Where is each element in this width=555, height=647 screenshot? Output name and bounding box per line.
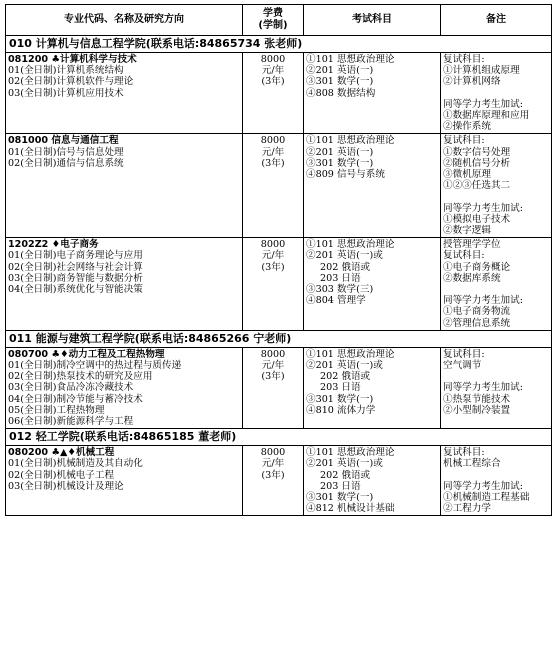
note-line: ②随机信号分析 <box>443 157 511 169</box>
section-header-row <box>6 330 552 347</box>
note-line: ①机械制造工程基础 <box>443 492 530 504</box>
header-row <box>6 5 552 36</box>
header-fee <box>243 5 304 36</box>
fee-line: 元/年 <box>261 458 285 470</box>
note-line: ①热泵节能技术 <box>443 393 511 405</box>
exam-subject: ①101 思想政治理论 <box>306 135 395 147</box>
exam-subject: ②201 英语(一)或 <box>306 360 383 372</box>
exam-subject: ④804 管理学 <box>306 295 366 307</box>
note-line: 复试科目: <box>443 447 485 459</box>
fee-line: 8000 <box>260 54 286 65</box>
research-direction: 01(全日制)电子商务理论与应用 <box>8 250 143 262</box>
note-line: ①计算机组成原理 <box>443 65 520 77</box>
note-line: ①数字信号处理 <box>443 146 511 158</box>
section-title: 012 轻工学院(联系电话:84865185 董老师) <box>6 429 552 446</box>
major-cell <box>6 238 243 331</box>
fee-line: (3年) <box>261 469 285 481</box>
note-line: 复试科目: <box>443 54 485 65</box>
major-row <box>6 347 552 428</box>
exam-subject: ②201 英语(一)或 <box>306 250 383 262</box>
note-line <box>443 88 549 99</box>
research-direction: 02(全日制)社会网络与社会计算 <box>8 261 143 273</box>
note-line: ①②③任选其二 <box>443 180 511 192</box>
major-cell <box>6 134 243 238</box>
note-line: ②计算机网络 <box>443 76 501 88</box>
fee-cell <box>243 238 304 331</box>
notes-cell <box>441 53 552 134</box>
fee-line: 元/年 <box>261 250 285 262</box>
note-line: 授管理学学位 <box>443 239 501 251</box>
research-direction: 02(全日制)热泵技术的研究及应用 <box>8 371 153 383</box>
section-header-row <box>6 429 552 446</box>
exam-subject: 202 俄语或 <box>320 261 371 273</box>
notes-cell <box>441 347 552 428</box>
header-exam: 考试科目 <box>304 5 441 36</box>
major-code-name: 081000 信息与通信工程 <box>8 135 119 147</box>
exam-subject: ①101 思想政治理论 <box>306 54 395 65</box>
research-direction: 02(全日制)通信与信息系统 <box>8 157 124 169</box>
note-line: ①电子商务概论 <box>443 261 511 273</box>
fee-cell <box>243 446 304 516</box>
fee-line: 8000 <box>260 447 286 459</box>
research-direction: 03(全日制)食品冷冻冷藏技术 <box>8 382 134 394</box>
note-line: ②工程力学 <box>443 503 491 515</box>
note-line: 同等学力考生加试: <box>443 382 523 394</box>
note-line: 空气调节 <box>443 360 482 372</box>
research-direction: 01(全日制)信号与信息处理 <box>8 146 124 158</box>
note-line <box>443 371 549 382</box>
fee-line: 元/年 <box>261 360 285 372</box>
research-direction: 03(全日制)计算机应用技术 <box>8 87 124 99</box>
note-line: 同等学力考生加试: <box>443 202 523 214</box>
major-code-name: 080700 ♣♦动力工程及工程热物理 <box>8 348 165 360</box>
note-line: ③微机原理 <box>443 169 491 181</box>
header-major: 专业代码、名称及研究方向 <box>6 5 243 36</box>
note-line: ①电子商务物流 <box>443 306 511 318</box>
research-direction: 01(全日制)制冷空调中的热过程与质传递 <box>8 360 182 372</box>
section-title: 011 能源与建筑工程学院(联系电话:84865266 宁老师) <box>6 330 552 347</box>
section-header-row <box>6 36 552 53</box>
major-row <box>6 238 552 331</box>
note-line: ②小型制冷装置 <box>443 404 511 416</box>
notes-cell <box>441 446 552 516</box>
major-cell <box>6 347 243 428</box>
research-direction: 02(全日制)机械电子工程 <box>8 469 115 481</box>
note-line: ②操作系统 <box>443 121 491 133</box>
fee-cell <box>243 53 304 134</box>
fee-line: (3年) <box>261 76 285 88</box>
fee-cell <box>243 347 304 428</box>
note-line: ②管理信息系统 <box>443 317 511 329</box>
exam-subject: 203 日语 <box>320 480 361 492</box>
exam-subject: ①101 思想政治理论 <box>306 348 395 360</box>
exam-subject: ①101 思想政治理论 <box>306 239 395 251</box>
exam-subject: ②201 英语(一)或 <box>306 458 383 470</box>
fee-line: (3年) <box>261 261 285 273</box>
note-line: ②数据库系统 <box>443 272 501 284</box>
exam-subject: ③301 数学(一) <box>306 393 374 405</box>
fee-line: 8000 <box>260 239 286 251</box>
major-code-name: 1202Z2 ♦电子商务 <box>8 239 99 251</box>
exam-subject: 203 日语 <box>320 272 361 284</box>
exam-cell <box>304 446 441 516</box>
exam-subject: ①101 思想政治理论 <box>306 447 395 459</box>
major-code-name: 081200 ♣计算机科学与技术 <box>8 54 137 65</box>
note-line: 同等学力考生加试: <box>443 295 523 307</box>
note-line: 复试科目: <box>443 348 485 360</box>
admissions-table-container <box>5 4 551 516</box>
fee-line: 元/年 <box>261 146 285 158</box>
fee-line: 8000 <box>260 135 286 147</box>
exam-subject: ④808 数据结构 <box>306 87 376 99</box>
section-title: 010 计算机与信息工程学院(联系电话:84865734 张老师) <box>6 36 552 53</box>
exam-subject: ③301 数学(一) <box>306 492 374 504</box>
exam-cell <box>304 53 441 134</box>
exam-subject: ③301 数学(一) <box>306 76 374 88</box>
exam-cell <box>304 347 441 428</box>
major-cell <box>6 53 243 134</box>
research-direction: 01(全日制)计算机系统结构 <box>8 65 124 77</box>
note-line: 复试科目: <box>443 135 485 147</box>
major-code-name: 080200 ♣▲♦机械工程 <box>8 447 115 459</box>
research-direction: 01(全日制)机械制造及其自动化 <box>8 458 143 470</box>
fee-line: 元/年 <box>261 65 285 77</box>
research-direction: 03(全日制)商务智能与数据分析 <box>8 272 143 284</box>
exam-subject: ②201 英语(一) <box>306 65 374 77</box>
note-line <box>443 191 549 202</box>
notes-cell <box>441 134 552 238</box>
research-direction: 03(全日制)机械设计及理论 <box>8 480 124 492</box>
major-row <box>6 446 552 516</box>
research-direction: 02(全日制)计算机软件与理论 <box>8 76 134 88</box>
fee-line: 8000 <box>260 348 286 360</box>
note-line <box>443 470 549 481</box>
exam-subject: 202 俄语或 <box>320 469 371 481</box>
exam-subject: ③303 数学(三) <box>306 284 374 296</box>
exam-subject: ②201 英语(一) <box>306 146 374 158</box>
research-direction: 04(全日制)制冷节能与蓄冷技术 <box>8 393 143 405</box>
fee-cell <box>243 134 304 238</box>
table-body <box>6 36 552 516</box>
research-direction: 06(全日制)新能源科学与工程 <box>8 416 134 428</box>
note-line <box>443 284 549 295</box>
header-fee-line2: (学制) <box>258 20 288 31</box>
major-cell <box>6 446 243 516</box>
exam-cell <box>304 134 441 238</box>
note-line: 同等学力考生加试: <box>443 480 523 492</box>
exam-subject: 203 日语 <box>320 382 361 394</box>
exam-subject: ④810 流体力学 <box>306 404 376 416</box>
header-notes: 备注 <box>441 5 552 36</box>
fee-line: (3年) <box>261 157 285 169</box>
major-row <box>6 53 552 134</box>
note-line: 机械工程综合 <box>443 458 501 470</box>
header-fee-line1: 学费 <box>263 8 283 19</box>
exam-subject: ④812 机械设计基础 <box>306 503 395 515</box>
notes-cell <box>441 238 552 331</box>
research-direction: 04(全日制)系统优化与智能决策 <box>8 284 143 296</box>
admissions-table <box>5 4 552 516</box>
major-row <box>6 134 552 238</box>
research-direction: 05(全日制)工程热物理 <box>8 404 105 416</box>
fee-line: (3年) <box>261 371 285 383</box>
exam-cell <box>304 238 441 331</box>
exam-subject: ③301 数学(一) <box>306 157 374 169</box>
exam-subject: 202 俄语或 <box>320 371 371 383</box>
note-line: 同等学力考生加试: <box>443 98 523 110</box>
exam-subject: ④809 信号与系统 <box>306 169 385 181</box>
note-line: ②数字逻辑 <box>443 225 491 237</box>
note-line: ①模拟电子技术 <box>443 213 511 225</box>
note-line: ①数据库原理和应用 <box>443 110 530 121</box>
note-line: 复试科目: <box>443 250 485 262</box>
